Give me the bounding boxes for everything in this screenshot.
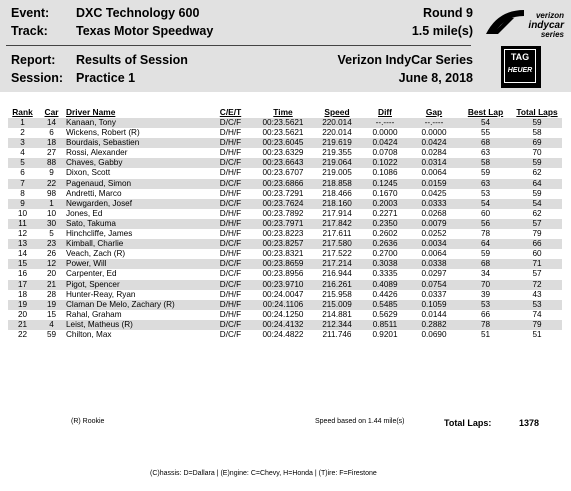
gap-cell: 0.0284: [421, 148, 447, 158]
car-cell: 88: [37, 158, 66, 168]
car-cell: 10: [46, 208, 57, 218]
car-cell: 30: [37, 219, 66, 229]
col-header-time: Time: [273, 107, 293, 117]
rank-cell: 11: [8, 219, 37, 229]
header-divider: [6, 45, 471, 46]
cet-cell: D/C/F: [219, 269, 242, 279]
total-laps-cell: 43: [532, 289, 542, 299]
tag-logo-line1: TAG: [510, 52, 530, 62]
session-name: Practice 1: [76, 71, 136, 85]
rank-cell: 6: [20, 168, 25, 178]
driver-name-cell: Claman De Melo, Zachary (R): [66, 300, 208, 310]
cet-cell: D/C/F: [208, 158, 253, 168]
car-cell: 6: [49, 128, 54, 138]
diff-cell: 0.1086: [372, 168, 398, 178]
cet-cell: D/H/F: [219, 188, 242, 198]
speed-cell: 219.355: [322, 148, 352, 158]
speed-cell: 217.522: [322, 249, 352, 259]
time-cell: 00:23.8321: [262, 249, 304, 259]
table-row: [8, 219, 562, 229]
speed-cell: 218.160: [313, 199, 361, 209]
speed-cell: 212.344: [313, 320, 361, 330]
gap-cell: 0.0333: [409, 199, 459, 209]
col-header-gap: Gap: [425, 107, 443, 117]
rank-cell: 9: [8, 199, 37, 209]
rank-cell: 13: [8, 239, 37, 249]
total-laps-cell: 54: [512, 199, 562, 209]
best-lap-cell: 56: [459, 219, 512, 229]
diff-cell: 0.1022: [361, 158, 409, 168]
col-header-best-lap: Best Lap: [467, 107, 504, 117]
driver-name-cell: Dixon, Scott: [66, 168, 111, 178]
event-name: DXC Technology 600: [76, 6, 200, 20]
indycar-logo-line2: indycar: [528, 20, 564, 31]
time-cell: 00:23.8956: [262, 269, 304, 279]
table-row: [8, 209, 562, 219]
car-cell: 1: [37, 199, 66, 209]
table-row: [8, 179, 562, 189]
driver-name-cell: Newgarden, Josef: [66, 199, 208, 209]
best-lap-cell: 51: [480, 329, 491, 339]
cet-cell: D/C/F: [208, 320, 253, 330]
gap-cell: 0.0690: [421, 329, 447, 339]
diff-cell: 0.1245: [361, 179, 409, 189]
best-lap-cell: 39: [480, 289, 491, 299]
car-cell: 20: [46, 269, 57, 279]
time-cell: 00:23.8257: [253, 239, 313, 249]
equipment-legend: (C)hassis: D=Dallara | (E)ngine: C=Chevy, H=Honda | (T)ire: F=Firestone: [150, 470, 377, 477]
rank-cell: 4: [20, 148, 25, 158]
diff-cell: 0.0424: [361, 138, 409, 148]
car-cell: 22: [37, 179, 66, 189]
total-laps-cell: 57: [512, 219, 562, 229]
car-cell: 27: [46, 148, 57, 158]
best-lap-cell: 55: [480, 128, 491, 138]
rank-cell: 12: [17, 229, 28, 239]
total-laps-cell: 59: [512, 158, 562, 168]
speed-cell: 220.014: [322, 128, 352, 138]
cet-cell: D/H/F: [219, 208, 242, 218]
speed-cell: 216.261: [313, 280, 361, 290]
time-cell: 00:23.6643: [253, 158, 313, 168]
event-label: Event:: [11, 6, 50, 20]
gap-cell: 0.0268: [421, 208, 447, 218]
table-row: [8, 300, 562, 310]
table-row: [8, 280, 562, 290]
gap-cell: 0.0064: [421, 168, 447, 178]
diff-cell: 0.8511: [361, 320, 409, 330]
total-laps-cell: 62: [532, 168, 542, 178]
rank-cell: 16: [17, 269, 28, 279]
time-cell: 00:24.4822: [262, 329, 304, 339]
time-cell: 00:24.0047: [262, 289, 304, 299]
best-lap-cell: 60: [480, 208, 491, 218]
car-cell: 98: [46, 188, 57, 198]
best-lap-cell: 78: [480, 229, 491, 239]
cet-cell: D/C/F: [208, 280, 253, 290]
gap-cell: 0.0337: [421, 289, 447, 299]
time-cell: 00:24.4132: [253, 320, 313, 330]
results-table: [8, 106, 562, 340]
gap-cell: 0.0064: [421, 249, 447, 259]
total-laps-value: 1378: [519, 418, 540, 428]
best-lap-cell: 63: [459, 179, 512, 189]
table-row: [8, 310, 562, 320]
diff-cell: 0.2602: [372, 229, 398, 239]
results-body: [8, 118, 562, 340]
cet-cell: D/C/F: [208, 118, 253, 128]
diff-cell: 0.2350: [361, 219, 409, 229]
car-cell: 9: [49, 168, 54, 178]
time-cell: 00:23.7624: [253, 199, 313, 209]
table-row: [8, 168, 562, 178]
rank-cell: 8: [20, 188, 25, 198]
driver-name-cell: Pagenaud, Simon: [66, 179, 208, 189]
best-lap-cell: 59: [480, 168, 491, 178]
driver-name-cell: Leist, Matheus (R): [66, 320, 208, 330]
speed-cell: 218.858: [313, 179, 361, 189]
rank-cell: 1: [8, 118, 37, 128]
track-name: Texas Motor Speedway: [76, 24, 214, 38]
gap-cell: 0.0079: [409, 219, 459, 229]
table-row: [8, 320, 562, 330]
col-header-cet: C/E/T: [219, 107, 242, 117]
rank-cell: 10: [17, 208, 28, 218]
driver-name-cell: Chilton, Max: [66, 329, 112, 339]
best-lap-cell: 58: [459, 158, 512, 168]
speed-cell: 219.005: [322, 168, 352, 178]
rank-cell: 5: [8, 158, 37, 168]
driver-name-cell: Wickens, Robert (R): [66, 128, 140, 138]
indycar-logo-line3: series: [540, 30, 564, 39]
time-cell: 00:23.6866: [253, 179, 313, 189]
total-laps-cell: 59: [532, 188, 542, 198]
rank-cell: 2: [20, 128, 25, 138]
car-cell: 59: [46, 329, 57, 339]
cet-cell: D/H/F: [219, 289, 242, 299]
table-row: [8, 148, 562, 158]
best-lap-cell: 70: [459, 280, 512, 290]
speed-cell: 218.466: [322, 188, 352, 198]
best-lap-cell: 53: [459, 300, 512, 310]
total-laps-cell: 53: [512, 300, 562, 310]
diff-cell: 0.4426: [372, 289, 398, 299]
car-cell: 19: [37, 300, 66, 310]
tag-heuer-logo: [501, 46, 541, 88]
session-date: June 8, 2018: [398, 71, 473, 85]
gap-cell: 0.1059: [409, 300, 459, 310]
table-row: [8, 269, 562, 279]
time-cell: 00:23.7291: [262, 188, 304, 198]
driver-name-cell: Chaves, Gabby: [66, 158, 208, 168]
table-row: [8, 330, 562, 340]
car-cell: 4: [37, 320, 66, 330]
table-row: [8, 290, 562, 300]
gap-cell: 0.0754: [409, 280, 459, 290]
speed-cell: 217.611: [322, 229, 352, 239]
best-lap-cell: 64: [459, 239, 512, 249]
cet-cell: D/C/F: [219, 329, 242, 339]
diff-cell: 0.9201: [372, 329, 398, 339]
track-distance: 1.5 mile(s): [411, 24, 473, 38]
col-header-diff: Diff: [378, 107, 392, 117]
table-row: [8, 128, 562, 138]
table-row: [8, 199, 562, 209]
diff-cell: 0.0000: [372, 128, 398, 138]
cet-cell: D/H/F: [219, 168, 242, 178]
diff-cell: 0.3038: [361, 259, 409, 269]
table-row: [8, 259, 562, 269]
driver-name-cell: Hinchcliffe, James: [66, 229, 133, 239]
cet-cell: D/H/F: [219, 229, 242, 239]
speed-cell: 217.214: [313, 259, 361, 269]
gap-cell: 0.0297: [421, 269, 447, 279]
time-cell: 00:23.6329: [262, 148, 304, 158]
total-laps-cell: 59: [512, 118, 562, 128]
session-label: Session:: [11, 71, 64, 85]
driver-name-cell: Bourdais, Sebastien: [66, 138, 208, 148]
total-laps-label: Total Laps:: [444, 418, 492, 428]
track-label: Track:: [11, 24, 48, 38]
driver-name-cell: Kimball, Charlie: [66, 239, 208, 249]
diff-cell: 0.3335: [372, 269, 398, 279]
car-cell: 18: [37, 138, 66, 148]
time-cell: 00:23.5621: [253, 118, 313, 128]
gap-cell: 0.0314: [409, 158, 459, 168]
table-row: [8, 189, 562, 199]
gap-cell: 0.0252: [421, 229, 447, 239]
diff-cell: 0.2636: [361, 239, 409, 249]
speed-note: Speed based on 1.44 mile(s): [315, 418, 405, 425]
col-header-car: Car: [44, 107, 59, 117]
time-cell: 00:23.5621: [262, 128, 304, 138]
diff-cell: 0.4089: [361, 280, 409, 290]
speed-cell: 217.580: [313, 239, 361, 249]
gap-cell: 0.0034: [409, 239, 459, 249]
total-laps-cell: 79: [512, 320, 562, 330]
total-laps-cell: 60: [532, 249, 542, 259]
cet-cell: D/H/F: [219, 148, 242, 158]
best-lap-cell: 78: [459, 320, 512, 330]
time-cell: 00:23.7892: [262, 208, 304, 218]
diff-cell: 0.0708: [372, 148, 398, 158]
driver-name-cell: Kanaan, Tony: [66, 118, 208, 128]
table-row: [8, 229, 562, 239]
total-laps-cell: 69: [512, 138, 562, 148]
gap-cell: 0.0144: [421, 309, 447, 319]
cet-cell: D/C/F: [208, 199, 253, 209]
rank-cell: 15: [8, 259, 37, 269]
total-laps-cell: 51: [532, 329, 542, 339]
rank-cell: 3: [8, 138, 37, 148]
time-cell: 00:23.8223: [262, 229, 304, 239]
car-cell: 23: [37, 239, 66, 249]
time-cell: 00:24.1250: [262, 309, 304, 319]
cet-cell: D/H/F: [219, 128, 242, 138]
total-laps-cell: 72: [512, 280, 562, 290]
time-cell: 00:23.6045: [253, 138, 313, 148]
report-header: [0, 0, 571, 92]
total-laps-cell: 70: [532, 148, 542, 158]
total-laps-cell: 71: [512, 259, 562, 269]
speed-cell: 211.746: [322, 329, 352, 339]
speed-cell: 219.064: [313, 158, 361, 168]
best-lap-cell: 66: [480, 309, 491, 319]
total-laps-cell: 64: [512, 179, 562, 189]
best-lap-cell: 68: [459, 259, 512, 269]
gap-cell: 0.0338: [409, 259, 459, 269]
cet-cell: D/H/F: [219, 309, 242, 319]
driver-name-cell: Veach, Zach (R): [66, 249, 126, 259]
rank-cell: 18: [17, 289, 28, 299]
rookie-note: (R) Rookie: [71, 418, 105, 425]
car-cell: 21: [37, 280, 66, 290]
car-cell: 15: [46, 309, 57, 319]
driver-name-cell: Jones, Ed: [66, 208, 103, 218]
rank-cell: 14: [17, 249, 28, 259]
total-laps-cell: 57: [532, 269, 542, 279]
gap-cell: 0.0425: [421, 188, 447, 198]
speed-cell: 215.009: [313, 300, 361, 310]
time-cell: 00:23.7971: [253, 219, 313, 229]
report-name: Results of Session: [76, 53, 188, 67]
diff-cell: 0.2700: [372, 249, 398, 259]
best-lap-cell: 54: [459, 118, 512, 128]
table-row: [8, 158, 562, 168]
cet-cell: D/H/F: [208, 219, 253, 229]
car-cell: 5: [49, 229, 54, 239]
car-cell: 26: [46, 249, 57, 259]
speed-cell: 216.944: [322, 269, 352, 279]
diff-cell: 0.5629: [372, 309, 398, 319]
time-cell: 00:24.1106: [253, 300, 313, 310]
speed-cell: 219.619: [313, 138, 361, 148]
table-header-row: [8, 106, 562, 118]
diff-cell: 0.2271: [372, 208, 398, 218]
rank-cell: 19: [8, 300, 37, 310]
total-laps-cell: 58: [532, 128, 542, 138]
car-cell: 12: [37, 259, 66, 269]
rank-cell: 7: [8, 179, 37, 189]
round-number: Round 9: [423, 6, 473, 20]
speed-cell: 214.881: [322, 309, 352, 319]
cet-cell: D/H/F: [219, 249, 242, 259]
col-header-total-laps: Total Laps: [516, 107, 558, 117]
gap-cell: 0.0159: [409, 179, 459, 189]
rank-cell: 21: [8, 320, 37, 330]
table-row: [8, 249, 562, 259]
car-cell: 14: [37, 118, 66, 128]
cet-cell: D/C/F: [208, 179, 253, 189]
col-header-speed: Speed: [324, 107, 350, 117]
car-cell: 28: [46, 289, 57, 299]
cet-cell: D/H/F: [208, 300, 253, 310]
cet-cell: D/C/F: [208, 239, 253, 249]
speed-cell: 215.958: [322, 289, 352, 299]
best-lap-cell: 53: [480, 188, 491, 198]
total-laps-cell: 79: [532, 229, 542, 239]
gap-cell: --.----: [409, 118, 459, 128]
indycar-logo: [484, 4, 566, 44]
driver-name-cell: Rossi, Alexander: [66, 148, 128, 158]
table-row: [8, 239, 562, 249]
best-lap-cell: 59: [480, 249, 491, 259]
diff-cell: --.----: [361, 118, 409, 128]
diff-cell: 0.1670: [372, 188, 398, 198]
driver-name-cell: Power, Will: [66, 259, 208, 269]
speed-cell: 217.842: [313, 219, 361, 229]
table-row: [8, 138, 562, 148]
best-lap-cell: 34: [480, 269, 491, 279]
rank-cell: 17: [8, 280, 37, 290]
diff-cell: 0.2003: [361, 199, 409, 209]
table-row: [8, 118, 562, 128]
cet-cell: D/C/F: [208, 259, 253, 269]
total-laps-cell: 62: [532, 208, 542, 218]
driver-name-cell: Rahal, Graham: [66, 309, 122, 319]
driver-name-cell: Pigot, Spencer: [66, 280, 208, 290]
total-laps-cell: 74: [532, 309, 542, 319]
cet-cell: D/H/F: [208, 138, 253, 148]
indycar-logo-line1: verizon: [535, 11, 564, 20]
series-name: Verizon IndyCar Series: [337, 53, 473, 67]
diff-cell: 0.5485: [361, 300, 409, 310]
col-header-driver: Driver Name: [66, 107, 116, 117]
gap-cell: 0.2882: [409, 320, 459, 330]
tag-logo-line2: HEUER: [507, 67, 533, 74]
gap-cell: 0.0000: [421, 128, 447, 138]
best-lap-cell: 54: [459, 199, 512, 209]
driver-name-cell: Carpenter, Ed: [66, 269, 117, 279]
driver-name-cell: Hunter-Reay, Ryan: [66, 289, 136, 299]
rank-cell: 22: [17, 329, 28, 339]
time-cell: 00:23.9710: [253, 280, 313, 290]
speed-cell: 220.014: [313, 118, 361, 128]
driver-name-cell: Sato, Takuma: [66, 219, 208, 229]
time-cell: 00:23.6707: [262, 168, 304, 178]
best-lap-cell: 63: [480, 148, 491, 158]
speed-cell: 217.914: [322, 208, 352, 218]
rank-cell: 20: [17, 309, 28, 319]
time-cell: 00:23.8659: [253, 259, 313, 269]
report-label: Report:: [11, 53, 56, 67]
gap-cell: 0.0424: [409, 138, 459, 148]
driver-name-cell: Andretti, Marco: [66, 188, 122, 198]
best-lap-cell: 68: [459, 138, 512, 148]
col-header-rank: Rank: [12, 107, 33, 117]
total-laps-cell: 66: [512, 239, 562, 249]
